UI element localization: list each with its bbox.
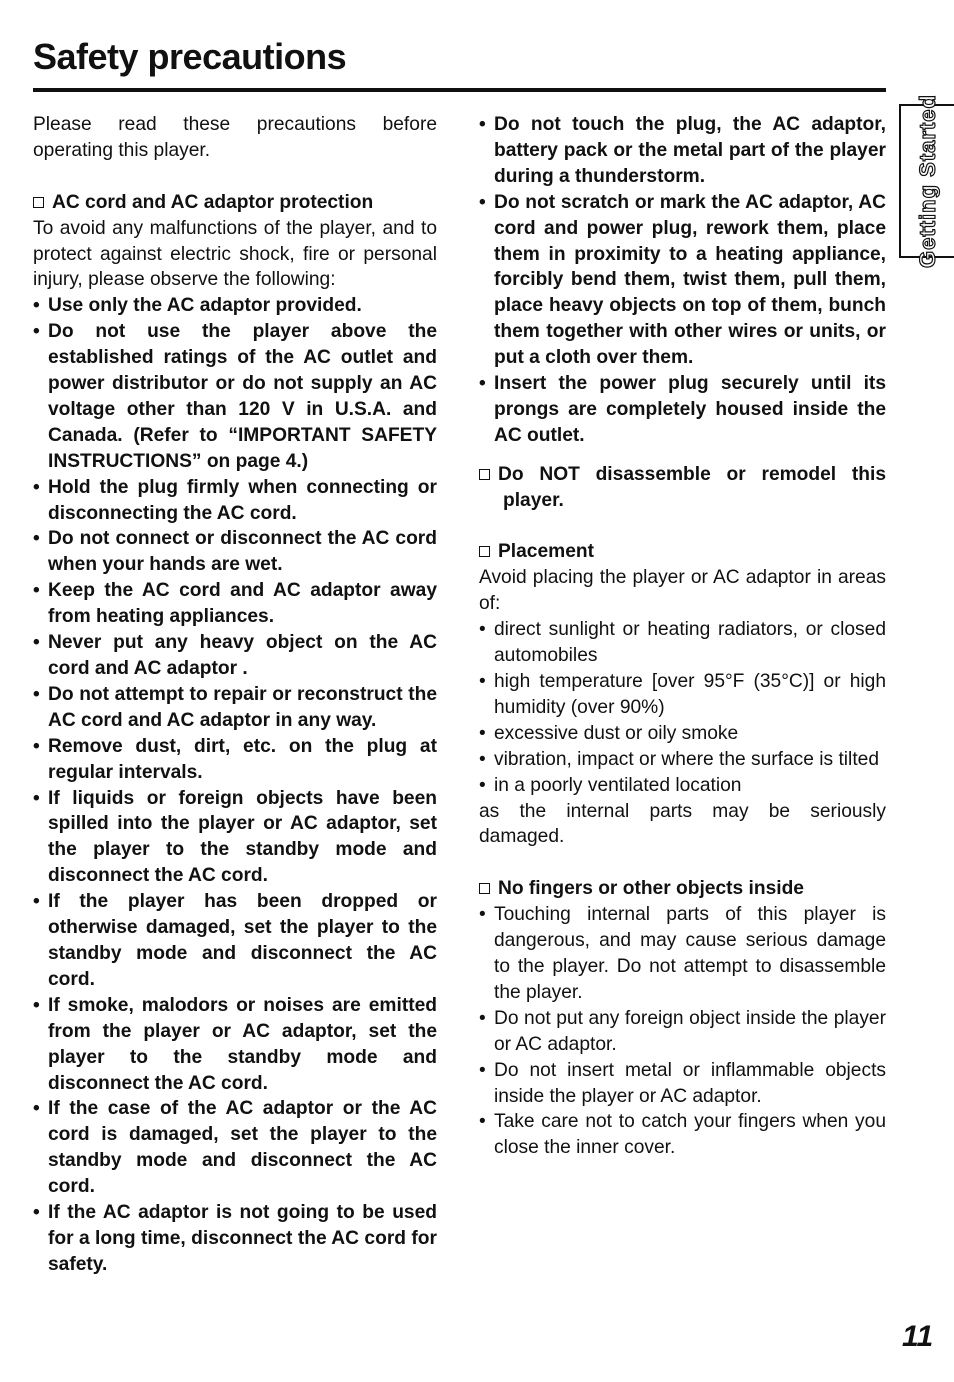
page-title: Safety precautions [33,36,347,77]
bullet-icon: • [479,373,486,395]
list-item: • high temperature [over 95°F (35°C)] or high humidity (over 90%) [479,671,886,718]
list-item: • Remove dust, dirt, etc. on the plug at regular intervals. [33,735,437,783]
checkbox-square-icon [479,469,490,480]
list-item: • Keep the AC cord and AC adaptor away from heating appliances. [33,580,437,628]
bullet-icon: • [479,191,486,213]
bullet-icon: • [33,580,40,602]
bullet-icon: • [479,748,486,770]
list-item: • Use only the AC adaptor provided. [33,293,437,319]
list-item: • If the case of the AC adaptor or the AC cord is damaged, set the player to the standby mode and disconnect the AC cord. [33,1098,437,1198]
list-item: • Do not touch the plug, the AC adaptor, battery pack or the metal part of the player during a thunderstorm. [479,114,886,187]
list-item: • If liquids or foreign objects have been spilled into the player or AC adaptor, set the player to the standby mode and disconnect the AC cord. [33,787,437,887]
intro-text: Please read these precautions before operating this player. [33,114,437,161]
list-item: • Do not scratch or mark the AC adaptor, AC cord and power plug, rework them, place them in proximity to a heating appliance, forcibly bend them, twist them, pull them, place heavy objects on top of them, bunch them together with other wires or units, or put a cloth over them. [479,191,886,369]
bullet-icon: • [479,904,486,926]
bullet-icon: • [33,1098,40,1120]
bullet-icon: • [33,735,40,757]
section-text-placement: Avoid placing the player or AC adaptor in areas of: [479,567,886,615]
checkbox-square-icon [479,546,490,557]
list-item: • Insert the power plug securely until its prongs are completely housed inside the AC outlet. [479,373,886,446]
list-item: • Do not connect or disconnect the AC cord when your hands are wet. [33,528,437,576]
list-item: • excessive dust or oily smoke [479,721,886,747]
list-item: • If smoke, malodors or noises are emitted from the player or AC adaptor, set the player to the standby mode and disconnect the AC cord. [33,994,437,1094]
bullet-icon: • [33,683,40,705]
bullet-icon: • [33,321,40,343]
bullet-icon: • [479,722,486,744]
section-heading-ac: AC cord and AC adaptor protection [33,190,437,216]
bullet-icon: • [479,774,486,796]
section-text-ac: To avoid any malfunctions of the player, and to protect against electric shock, fire or personal injury, please observe the following: [33,217,437,291]
checkbox-square-icon [33,197,44,208]
bullet-icon: • [479,1007,486,1029]
bullet-icon: • [479,1111,486,1133]
checkbox-square-icon [479,883,490,894]
bullet-icon: • [33,994,40,1016]
list-item: • Hold the plug firmly when connecting or disconnecting the AC cord. [33,476,437,524]
list-item: • direct sunlight or heating radiators, or closed automobiles [479,619,886,667]
bullet-icon: • [479,619,486,641]
list-item: • Never put any heavy object on the AC cord and AC adaptor . [33,632,437,680]
bullet-icon: • [33,1202,40,1224]
bullet-icon: • [479,671,486,693]
section-heading-placement: Placement [479,539,886,565]
bullet-icon: • [33,528,40,550]
list-item: • Do not put any foreign object inside the player or AC adaptor. [479,1007,886,1055]
list-item: • If the AC adaptor is not going to be used for a long time, disconnect the AC cord for safety. [33,1202,437,1275]
side-tab-label: Getting Started [914,94,940,268]
bullet-icon: • [33,891,40,913]
list-item: • Do not use the player above the established ratings of the AC outlet and power distributor or do not supply an AC voltage other than 120 V in U.S.A. and Canada. (Refer to “IMPORTANT SAFETY INSTRUCTIONS” on page 4.) [33,321,437,472]
bullet-icon: • [33,476,40,498]
bullet-icon: • [33,787,40,809]
section-heading-fingers: No fingers or other objects inside [479,876,886,902]
list-item: • If the player has been dropped or otherwise damaged, set the player to the standby mode and disconnect the AC cord. [33,891,437,990]
page-number: 11 [902,1320,934,1353]
bullet-icon: • [479,1059,486,1081]
list-item: • Touching internal parts of this player is dangerous, and may cause serious damage to the player. Do not attempt to disassemble the player. [479,904,886,1003]
bullet-icon: • [479,114,486,135]
title-rule [33,88,886,92]
list-item: • Do not insert metal or inflammable objects inside the player or AC adaptor. [479,1059,886,1107]
bullet-icon: • [33,295,40,317]
list-item: • in a poorly ventilated location [479,773,886,799]
section-heading-disassemble: Do NOT disassemble or remodel this player. [479,462,886,514]
list-item: • Take care not to catch your fingers when you close the inner cover. [479,1111,886,1159]
section-side-tab [899,94,954,268]
section-closing-placement: as the internal parts may be seriously damaged. [479,800,886,848]
list-item: • Do not attempt to repair or reconstruct the AC cord and AC adaptor in any way. [33,683,437,731]
list-item: • vibration, impact or where the surface is tilted [479,747,886,773]
right-column [479,112,886,1161]
left-column [33,112,437,1278]
bullet-icon: • [33,632,40,654]
